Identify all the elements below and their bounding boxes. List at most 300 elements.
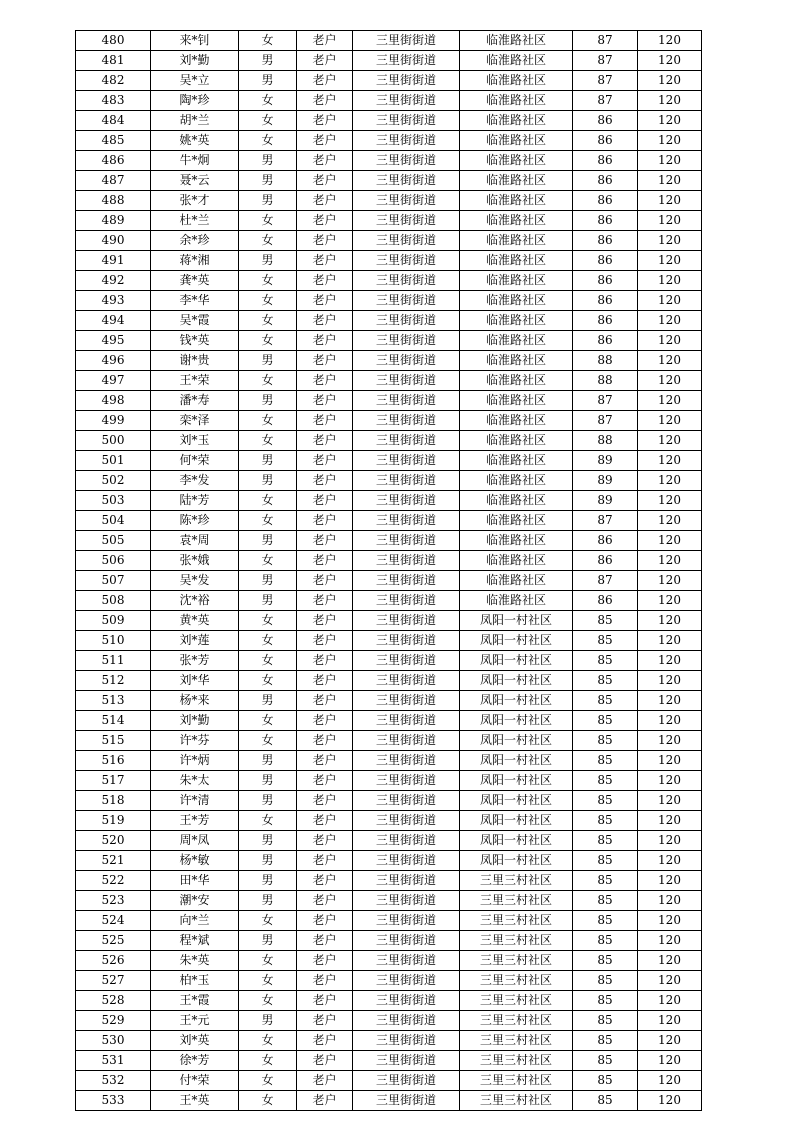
score-cell: 85 — [573, 771, 638, 791]
gender-cell: 女 — [239, 1071, 297, 1091]
community-cell: 临淮路社区 — [460, 511, 573, 531]
row-number-cell: 504 — [76, 511, 151, 531]
gender-cell: 男 — [239, 391, 297, 411]
table-row — [76, 71, 702, 91]
community-cell: 临淮路社区 — [460, 111, 573, 131]
community-cell: 凤阳一村社区 — [460, 851, 573, 871]
amount-cell: 120 — [638, 931, 702, 951]
household-type-cell: 老户 — [297, 371, 353, 391]
score-cell: 86 — [573, 251, 638, 271]
gender-cell: 女 — [239, 211, 297, 231]
amount-cell: 120 — [638, 911, 702, 931]
name-cell: 刘*勤 — [151, 51, 239, 71]
community-cell: 临淮路社区 — [460, 311, 573, 331]
table-row — [76, 911, 702, 931]
household-type-cell: 老户 — [297, 491, 353, 511]
street-office-cell: 三里街街道 — [353, 611, 460, 631]
street-office-cell: 三里街街道 — [353, 331, 460, 351]
street-office-cell: 三里街街道 — [353, 231, 460, 251]
name-cell: 张*芳 — [151, 651, 239, 671]
community-cell: 临淮路社区 — [460, 391, 573, 411]
score-cell: 85 — [573, 791, 638, 811]
household-type-cell: 老户 — [297, 911, 353, 931]
street-office-cell: 三里街街道 — [353, 1091, 460, 1111]
amount-cell: 120 — [638, 731, 702, 751]
household-type-cell: 老户 — [297, 771, 353, 791]
gender-cell: 男 — [239, 751, 297, 771]
table-row — [76, 171, 702, 191]
amount-cell: 120 — [638, 131, 702, 151]
amount-cell: 120 — [638, 331, 702, 351]
records-table — [75, 30, 702, 1111]
table-row — [76, 111, 702, 131]
score-cell: 87 — [573, 571, 638, 591]
name-cell: 朱*英 — [151, 951, 239, 971]
gender-cell: 男 — [239, 571, 297, 591]
community-cell: 临淮路社区 — [460, 291, 573, 311]
street-office-cell: 三里街街道 — [353, 1031, 460, 1051]
table-row — [76, 571, 702, 591]
score-cell: 85 — [573, 891, 638, 911]
gender-cell: 女 — [239, 231, 297, 251]
street-office-cell: 三里街街道 — [353, 891, 460, 911]
table-row — [76, 271, 702, 291]
household-type-cell: 老户 — [297, 471, 353, 491]
community-cell: 凤阳一村社区 — [460, 691, 573, 711]
name-cell: 朱*太 — [151, 771, 239, 791]
records-table-body — [76, 31, 702, 1111]
row-number-cell: 495 — [76, 331, 151, 351]
amount-cell: 120 — [638, 871, 702, 891]
table-row — [76, 1051, 702, 1071]
community-cell: 三里三村社区 — [460, 991, 573, 1011]
table-row — [76, 391, 702, 411]
gender-cell: 男 — [239, 171, 297, 191]
street-office-cell: 三里街街道 — [353, 551, 460, 571]
household-type-cell: 老户 — [297, 651, 353, 671]
household-type-cell: 老户 — [297, 151, 353, 171]
street-office-cell: 三里街街道 — [353, 371, 460, 391]
amount-cell: 120 — [638, 171, 702, 191]
amount-cell: 120 — [638, 231, 702, 251]
table-row — [76, 731, 702, 751]
score-cell: 85 — [573, 951, 638, 971]
table-row — [76, 671, 702, 691]
street-office-cell: 三里街街道 — [353, 971, 460, 991]
name-cell: 张*娥 — [151, 551, 239, 571]
household-type-cell: 老户 — [297, 31, 353, 51]
amount-cell: 120 — [638, 791, 702, 811]
amount-cell: 120 — [638, 531, 702, 551]
score-cell: 85 — [573, 1091, 638, 1111]
household-type-cell: 老户 — [297, 571, 353, 591]
score-cell: 85 — [573, 1051, 638, 1071]
table-row — [76, 491, 702, 511]
table-row — [76, 51, 702, 71]
community-cell: 临淮路社区 — [460, 471, 573, 491]
row-number-cell: 511 — [76, 651, 151, 671]
table-row — [76, 431, 702, 451]
community-cell: 三里三村社区 — [460, 1011, 573, 1031]
community-cell: 临淮路社区 — [460, 231, 573, 251]
community-cell: 临淮路社区 — [460, 431, 573, 451]
street-office-cell: 三里街街道 — [353, 851, 460, 871]
amount-cell: 120 — [638, 191, 702, 211]
amount-cell: 120 — [638, 511, 702, 531]
row-number-cell: 482 — [76, 71, 151, 91]
community-cell: 临淮路社区 — [460, 331, 573, 351]
street-office-cell: 三里街街道 — [353, 91, 460, 111]
street-office-cell: 三里街街道 — [353, 131, 460, 151]
community-cell: 临淮路社区 — [460, 91, 573, 111]
row-number-cell: 528 — [76, 991, 151, 1011]
name-cell: 周*凤 — [151, 831, 239, 851]
community-cell: 临淮路社区 — [460, 51, 573, 71]
community-cell: 三里三村社区 — [460, 971, 573, 991]
score-cell: 88 — [573, 371, 638, 391]
community-cell: 凤阳一村社区 — [460, 811, 573, 831]
community-cell: 三里三村社区 — [460, 1071, 573, 1091]
community-cell: 临淮路社区 — [460, 271, 573, 291]
street-office-cell: 三里街街道 — [353, 531, 460, 551]
table-row — [76, 451, 702, 471]
community-cell: 三里三村社区 — [460, 931, 573, 951]
gender-cell: 女 — [239, 631, 297, 651]
row-number-cell: 526 — [76, 951, 151, 971]
street-office-cell: 三里街街道 — [353, 471, 460, 491]
gender-cell: 女 — [239, 31, 297, 51]
name-cell: 胡*兰 — [151, 111, 239, 131]
community-cell: 临淮路社区 — [460, 351, 573, 371]
row-number-cell: 503 — [76, 491, 151, 511]
household-type-cell: 老户 — [297, 331, 353, 351]
name-cell: 杜*兰 — [151, 211, 239, 231]
community-cell: 三里三村社区 — [460, 891, 573, 911]
street-office-cell: 三里街街道 — [353, 831, 460, 851]
name-cell: 刘*莲 — [151, 631, 239, 651]
street-office-cell: 三里街街道 — [353, 1011, 460, 1031]
score-cell: 86 — [573, 151, 638, 171]
household-type-cell: 老户 — [297, 251, 353, 271]
gender-cell: 男 — [239, 931, 297, 951]
score-cell: 85 — [573, 671, 638, 691]
table-row — [76, 971, 702, 991]
gender-cell: 女 — [239, 511, 297, 531]
row-number-cell: 494 — [76, 311, 151, 331]
table-row — [76, 471, 702, 491]
table-row — [76, 411, 702, 431]
community-cell: 三里三村社区 — [460, 871, 573, 891]
row-number-cell: 481 — [76, 51, 151, 71]
community-cell: 临淮路社区 — [460, 191, 573, 211]
row-number-cell: 525 — [76, 931, 151, 951]
score-cell: 85 — [573, 931, 638, 951]
name-cell: 蒋*湘 — [151, 251, 239, 271]
name-cell: 徐*芳 — [151, 1051, 239, 1071]
gender-cell: 男 — [239, 351, 297, 371]
score-cell: 85 — [573, 1031, 638, 1051]
score-cell: 85 — [573, 751, 638, 771]
row-number-cell: 497 — [76, 371, 151, 391]
amount-cell: 120 — [638, 491, 702, 511]
name-cell: 田*华 — [151, 871, 239, 891]
table-row — [76, 751, 702, 771]
community-cell: 临淮路社区 — [460, 211, 573, 231]
name-cell: 杨*来 — [151, 691, 239, 711]
row-number-cell: 498 — [76, 391, 151, 411]
row-number-cell: 513 — [76, 691, 151, 711]
score-cell: 87 — [573, 71, 638, 91]
household-type-cell: 老户 — [297, 511, 353, 531]
row-number-cell: 531 — [76, 1051, 151, 1071]
name-cell: 刘*英 — [151, 1031, 239, 1051]
street-office-cell: 三里街街道 — [353, 711, 460, 731]
table-row — [76, 511, 702, 531]
amount-cell: 120 — [638, 71, 702, 91]
name-cell: 吴*立 — [151, 71, 239, 91]
score-cell: 88 — [573, 351, 638, 371]
table-row — [76, 851, 702, 871]
street-office-cell: 三里街街道 — [353, 1051, 460, 1071]
household-type-cell: 老户 — [297, 1031, 353, 1051]
amount-cell: 120 — [638, 831, 702, 851]
name-cell: 余*珍 — [151, 231, 239, 251]
community-cell: 临淮路社区 — [460, 171, 573, 191]
table-row — [76, 931, 702, 951]
table-row — [76, 251, 702, 271]
household-type-cell: 老户 — [297, 451, 353, 471]
household-type-cell: 老户 — [297, 211, 353, 231]
household-type-cell: 老户 — [297, 591, 353, 611]
gender-cell: 女 — [239, 291, 297, 311]
score-cell: 86 — [573, 311, 638, 331]
row-number-cell: 508 — [76, 591, 151, 611]
score-cell: 87 — [573, 91, 638, 111]
gender-cell: 男 — [239, 831, 297, 851]
gender-cell: 女 — [239, 991, 297, 1011]
amount-cell: 120 — [638, 571, 702, 591]
household-type-cell: 老户 — [297, 191, 353, 211]
row-number-cell: 496 — [76, 351, 151, 371]
street-office-cell: 三里街街道 — [353, 351, 460, 371]
table-row — [76, 1091, 702, 1111]
score-cell: 86 — [573, 211, 638, 231]
street-office-cell: 三里街街道 — [353, 771, 460, 791]
table-row — [76, 831, 702, 851]
table-row — [76, 531, 702, 551]
community-cell: 凤阳一村社区 — [460, 671, 573, 691]
community-cell: 三里三村社区 — [460, 911, 573, 931]
gender-cell: 男 — [239, 771, 297, 791]
name-cell: 许*芬 — [151, 731, 239, 751]
household-type-cell: 老户 — [297, 691, 353, 711]
score-cell: 85 — [573, 991, 638, 1011]
name-cell: 王*芳 — [151, 811, 239, 831]
table-row — [76, 591, 702, 611]
table-row — [76, 771, 702, 791]
household-type-cell: 老户 — [297, 551, 353, 571]
amount-cell: 120 — [638, 111, 702, 131]
row-number-cell: 516 — [76, 751, 151, 771]
score-cell: 85 — [573, 1071, 638, 1091]
household-type-cell: 老户 — [297, 431, 353, 451]
row-number-cell: 487 — [76, 171, 151, 191]
name-cell: 袁*周 — [151, 531, 239, 551]
amount-cell: 120 — [638, 751, 702, 771]
street-office-cell: 三里街街道 — [353, 291, 460, 311]
street-office-cell: 三里街街道 — [353, 911, 460, 931]
community-cell: 临淮路社区 — [460, 251, 573, 271]
community-cell: 临淮路社区 — [460, 451, 573, 471]
household-type-cell: 老户 — [297, 171, 353, 191]
score-cell: 89 — [573, 471, 638, 491]
household-type-cell: 老户 — [297, 291, 353, 311]
gender-cell: 男 — [239, 691, 297, 711]
table-row — [76, 311, 702, 331]
household-type-cell: 老户 — [297, 1011, 353, 1031]
street-office-cell: 三里街街道 — [353, 1071, 460, 1091]
gender-cell: 女 — [239, 971, 297, 991]
household-type-cell: 老户 — [297, 931, 353, 951]
community-cell: 凤阳一村社区 — [460, 611, 573, 631]
score-cell: 86 — [573, 291, 638, 311]
community-cell: 临淮路社区 — [460, 411, 573, 431]
community-cell: 临淮路社区 — [460, 491, 573, 511]
table-row — [76, 371, 702, 391]
amount-cell: 120 — [638, 251, 702, 271]
amount-cell: 120 — [638, 891, 702, 911]
table-row — [76, 1031, 702, 1051]
table-row — [76, 1011, 702, 1031]
amount-cell: 120 — [638, 951, 702, 971]
row-number-cell: 533 — [76, 1091, 151, 1111]
name-cell: 龚*英 — [151, 271, 239, 291]
community-cell: 三里三村社区 — [460, 1051, 573, 1071]
household-type-cell: 老户 — [297, 991, 353, 1011]
amount-cell: 120 — [638, 471, 702, 491]
row-number-cell: 521 — [76, 851, 151, 871]
score-cell: 86 — [573, 531, 638, 551]
household-type-cell: 老户 — [297, 1091, 353, 1111]
community-cell: 凤阳一村社区 — [460, 791, 573, 811]
name-cell: 许*清 — [151, 791, 239, 811]
gender-cell: 女 — [239, 331, 297, 351]
gender-cell: 女 — [239, 1031, 297, 1051]
score-cell: 87 — [573, 511, 638, 531]
community-cell: 凤阳一村社区 — [460, 651, 573, 671]
name-cell: 王*元 — [151, 1011, 239, 1031]
gender-cell: 男 — [239, 871, 297, 891]
name-cell: 王*荣 — [151, 371, 239, 391]
gender-cell: 女 — [239, 551, 297, 571]
score-cell: 86 — [573, 231, 638, 251]
score-cell: 85 — [573, 811, 638, 831]
gender-cell: 女 — [239, 311, 297, 331]
community-cell: 临淮路社区 — [460, 31, 573, 51]
household-type-cell: 老户 — [297, 711, 353, 731]
street-office-cell: 三里街街道 — [353, 511, 460, 531]
gender-cell: 女 — [239, 131, 297, 151]
row-number-cell: 493 — [76, 291, 151, 311]
gender-cell: 女 — [239, 731, 297, 751]
score-cell: 85 — [573, 711, 638, 731]
amount-cell: 120 — [638, 311, 702, 331]
community-cell: 三里三村社区 — [460, 1031, 573, 1051]
row-number-cell: 489 — [76, 211, 151, 231]
table-row — [76, 131, 702, 151]
gender-cell: 男 — [239, 71, 297, 91]
street-office-cell: 三里街街道 — [353, 951, 460, 971]
row-number-cell: 522 — [76, 871, 151, 891]
name-cell: 刘*玉 — [151, 431, 239, 451]
amount-cell: 120 — [638, 371, 702, 391]
community-cell: 三里三村社区 — [460, 951, 573, 971]
street-office-cell: 三里街街道 — [353, 211, 460, 231]
household-type-cell: 老户 — [297, 391, 353, 411]
name-cell: 吴*霞 — [151, 311, 239, 331]
household-type-cell: 老户 — [297, 411, 353, 431]
table-row — [76, 991, 702, 1011]
name-cell: 何*荣 — [151, 451, 239, 471]
name-cell: 潮*安 — [151, 891, 239, 911]
household-type-cell: 老户 — [297, 851, 353, 871]
row-number-cell: 514 — [76, 711, 151, 731]
name-cell: 张*才 — [151, 191, 239, 211]
score-cell: 86 — [573, 171, 638, 191]
score-cell: 88 — [573, 431, 638, 451]
table-row — [76, 211, 702, 231]
gender-cell: 男 — [239, 891, 297, 911]
amount-cell: 120 — [638, 291, 702, 311]
name-cell: 姚*英 — [151, 131, 239, 151]
street-office-cell: 三里街街道 — [353, 991, 460, 1011]
score-cell: 85 — [573, 611, 638, 631]
table-row — [76, 331, 702, 351]
household-type-cell: 老户 — [297, 951, 353, 971]
household-type-cell: 老户 — [297, 791, 353, 811]
street-office-cell: 三里街街道 — [353, 151, 460, 171]
table-row — [76, 711, 702, 731]
street-office-cell: 三里街街道 — [353, 931, 460, 951]
score-cell: 85 — [573, 831, 638, 851]
score-cell: 85 — [573, 911, 638, 931]
street-office-cell: 三里街街道 — [353, 191, 460, 211]
score-cell: 87 — [573, 391, 638, 411]
household-type-cell: 老户 — [297, 871, 353, 891]
street-office-cell: 三里街街道 — [353, 871, 460, 891]
name-cell: 李*华 — [151, 291, 239, 311]
household-type-cell: 老户 — [297, 271, 353, 291]
score-cell: 87 — [573, 411, 638, 431]
household-type-cell: 老户 — [297, 671, 353, 691]
amount-cell: 120 — [638, 771, 702, 791]
score-cell: 86 — [573, 191, 638, 211]
street-office-cell: 三里街街道 — [353, 171, 460, 191]
row-number-cell: 507 — [76, 571, 151, 591]
table-row — [76, 1071, 702, 1091]
amount-cell: 120 — [638, 271, 702, 291]
row-number-cell: 505 — [76, 531, 151, 551]
gender-cell: 男 — [239, 1011, 297, 1031]
gender-cell: 女 — [239, 111, 297, 131]
row-number-cell: 509 — [76, 611, 151, 631]
household-type-cell: 老户 — [297, 111, 353, 131]
amount-cell: 120 — [638, 51, 702, 71]
score-cell: 85 — [573, 731, 638, 751]
gender-cell: 女 — [239, 671, 297, 691]
row-number-cell: 483 — [76, 91, 151, 111]
table-row — [76, 891, 702, 911]
